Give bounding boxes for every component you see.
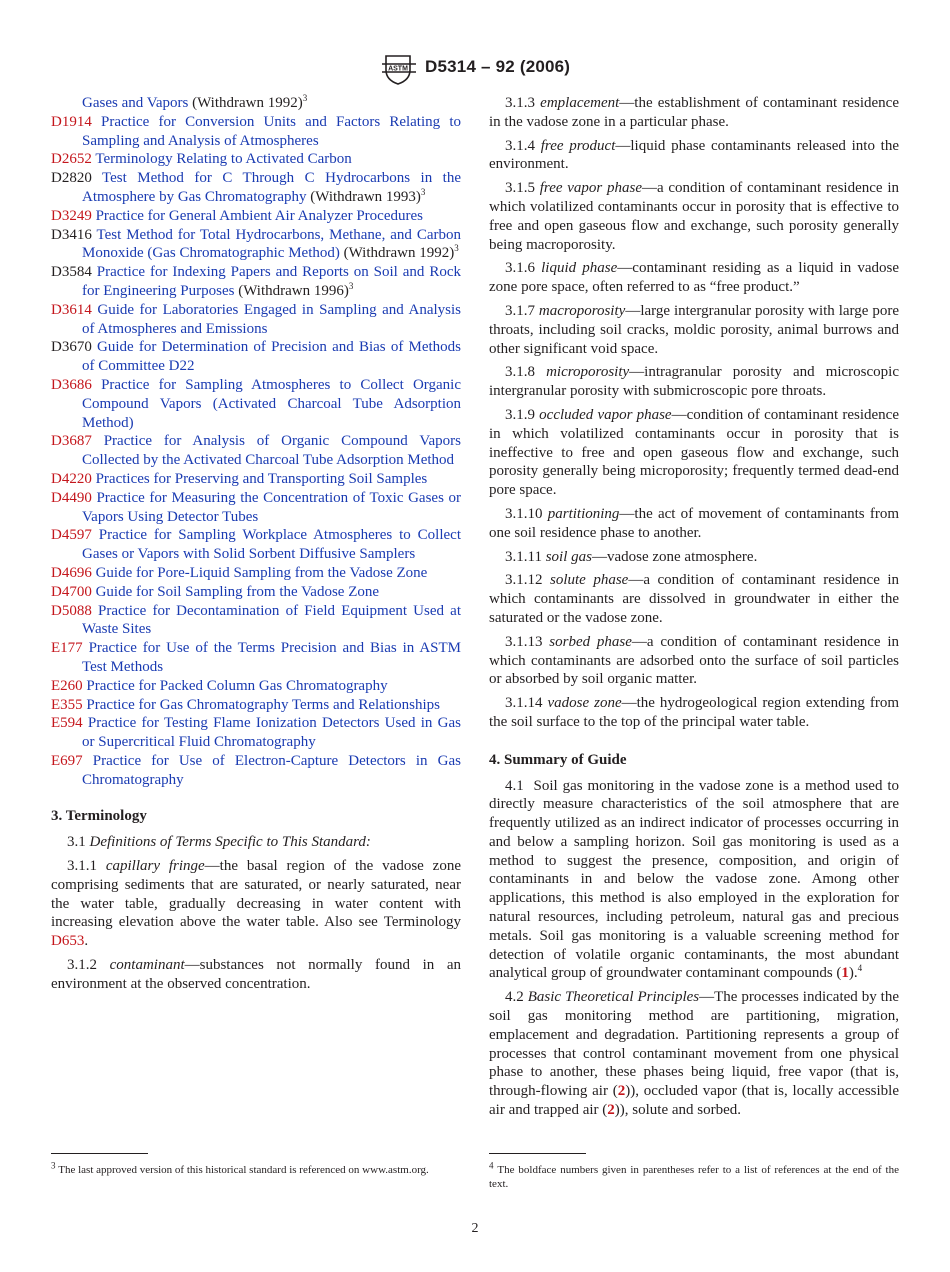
reference-title-link[interactable]: Practice for Sampling Atmospheres to Collect Organic Compound Vapors (Activated Charcoal Tube Adsorption Method): [82, 376, 461, 431]
definition-paragraph: 3.1.5 free vapor phase—a condition of contaminant residence in which volatilized contaminants occur in porosity that is effective to free and open gaseous flow and exchange, such porosity generally being macroporosity.: [489, 180, 899, 253]
reference-code-link[interactable]: D3687: [51, 433, 92, 450]
reference-item: [51, 752, 461, 790]
reference-title-link[interactable]: Test Method for C Through C Hydrocarbons in the Atmosphere by Gas Chromatography: [82, 170, 461, 205]
reference-title-link[interactable]: Terminology Relating to Activated Carbon: [95, 151, 352, 168]
summary-paragraph-4-1: 4.1 Soil gas monitoring in the vadose zone is a method used to directly measure characteristics of the soil atmosphere that are frequently utilized as an indirect indicator of processes occurring in and below a sampling horizon. Soil gas monitoring is used as a method to suggest the presence, composition, and origin of contaminants in and below the vadose zone. Among other applications, this method is also employed in the exploration for natural resources, including petroleum, natural gas and precious metals. Soil gas monitoring is a valuable screening method for detection of volatile organic contaminants, the most abundant analytical group of groundwater contaminant compounds (1).$^4$: [489, 777, 899, 982]
definition-paragraph: 3.1.7 macroporosity—large intergranular porosity with large pore throats, including soil cracks, moldic porosity, animal burrows and other significant void space.: [489, 302, 900, 357]
footnote-3: $^3$ The last approved version of this historical standard is referenced on www.astm.org.: [51, 1160, 429, 1176]
reference-title-link[interactable]: Practice for Indexing Papers and Reports on Soil and Rock for Engineering Purposes: [82, 264, 462, 299]
definition-paragraph: 3.1.4 free product—liquid phase contaminants released into the environment.: [489, 137, 900, 173]
reference-code-link: D3584: [51, 264, 92, 281]
defined-term: contaminant: [109, 957, 185, 974]
reference-item: [51, 639, 461, 677]
reference-item: [51, 602, 461, 640]
reference-item: [51, 583, 461, 602]
footnote-ref[interactable]: 4: [857, 963, 863, 974]
reference-item: [51, 489, 461, 527]
reference-code-link: D3416: [51, 226, 92, 243]
definition-paragraph: 3.1.11 soil gas—vadose zone atmosphere.: [505, 548, 758, 565]
reference-item: [51, 150, 461, 169]
defined-term: microporosity: [546, 364, 630, 381]
reference-code-link[interactable]: E355: [51, 696, 83, 713]
reference-title-link[interactable]: Practice for Measuring the Concentration of Toxic Gases or Vapors Using Detector Tubes: [82, 489, 462, 525]
reference-item: [51, 564, 461, 583]
reference-title-link[interactable]: Practice for General Ambient Air Analyzer Procedures: [95, 207, 423, 224]
reference-item: [51, 169, 461, 207]
definition-paragraph: 3.1.8 microporosity—intragranular porosity and microscopic intergranular porosity with submicroscopic pore throats.: [489, 364, 899, 400]
footnote-4: $^4$ The boldface numbers given in parentheses refer to a list of references at the end of the text.: [489, 1160, 899, 1190]
reference-item: [51, 113, 461, 151]
definition-paragraph: 3.1.3 emplacement—the establishment of contaminant residence in the vadose zone in a particular phase.: [489, 95, 899, 130]
reference-title-link[interactable]: Guide for Laboratories Engaged in Sampling and Analysis of Atmospheres and Emissions: [82, 301, 461, 337]
reference-item: [51, 301, 461, 339]
reference-title-link[interactable]: Guide for Soil Sampling from the Vadose Zone: [95, 583, 380, 600]
terminology-link[interactable]: D653: [51, 933, 85, 950]
standard-designation: D5314 – 92 (2006): [425, 57, 571, 76]
reference-title-link[interactable]: Test Method for Total Hydrocarbons, Methane, and Carbon Monoxide (Gas Chromatographic Method): [82, 226, 461, 262]
reference-code-link[interactable]: E177: [51, 640, 83, 657]
definition-paragraph: 3.1.12 solute phase—a condition of contaminant residence in which contaminants are dissolved in groundwater in either the saturated or the vadose zone.: [489, 572, 899, 626]
reference-title-link[interactable]: Practice for Analysis of Organic Compound Vapors Collected by the Activated Charcoal Tube Adsorption Method: [82, 433, 462, 469]
page-header: [0, 52, 950, 86]
reference-code-link[interactable]: D3249: [51, 207, 92, 224]
definition-paragraph: 3.1.10 partitioning—the act of movement of contaminants from one soil residence phase to another.: [489, 505, 900, 541]
reference-item: [51, 714, 461, 752]
reference-item: [51, 526, 461, 564]
left-definitions: [51, 857, 461, 994]
definitions-intro: 3.1 Definitions of Terms Specific to This Standard:: [67, 834, 371, 851]
referenced-documents-list: [51, 94, 461, 789]
definition-paragraph: 3.1.13 sorbed phase—a condition of contaminant residence in which contaminants are adsorbed onto the surface of soil particles or absorbed by soil organic matter.: [489, 633, 900, 688]
reference-code-link[interactable]: D4597: [51, 527, 92, 544]
definition-paragraph: 3.1.14 vadose zone—the hydrogeological region extending from the soil surface to the top of the principal water table.: [489, 695, 899, 730]
astm-logo-icon: [380, 52, 418, 86]
defined-term: free vapor phase: [539, 180, 642, 197]
reference-code-link: D2820: [51, 170, 92, 187]
reference-note: (Withdrawn 1992): [188, 95, 303, 111]
reference-item: [51, 226, 461, 264]
defined-term: sorbed phase: [549, 633, 632, 650]
reference-title-link[interactable]: Practice for Gas Chromatography Terms and Relationships: [86, 696, 441, 713]
reference-item: [51, 677, 461, 696]
footnote-ref[interactable]: 3: [420, 186, 426, 197]
reference-code-link[interactable]: D4700: [51, 583, 92, 600]
footnote-ref[interactable]: 3: [302, 93, 308, 103]
reference-note: (Withdrawn 1993): [306, 188, 421, 205]
reference-code-link[interactable]: E594: [51, 715, 83, 732]
reference-title-link[interactable]: Practice for Decontamination of Field Equipment Used at Waste Sites: [82, 602, 461, 638]
defined-term: capillary fringe: [105, 858, 205, 875]
reference-item: [51, 696, 461, 715]
reference-title-link[interactable]: Guide for Pore-Liquid Sampling from the Vadose Zone: [95, 564, 428, 581]
svg-text:ASTM: ASTM: [388, 65, 408, 73]
right-column: [489, 94, 899, 1125]
reference-title-link[interactable]: Gases and Vapors: [82, 95, 189, 111]
reference-item: [51, 207, 461, 226]
reference-title-link[interactable]: Practice for Sampling Workplace Atmospheres to Collect Gases or Vapors with Solid Sorbent Diffusive Samplers: [82, 527, 461, 563]
reference-code-link[interactable]: D4220: [51, 470, 92, 487]
footnote-ref[interactable]: 3: [454, 243, 459, 254]
reference-item: [51, 94, 461, 113]
citation-link[interactable]: 2: [617, 1083, 626, 1100]
page-number: 2: [471, 1221, 479, 1236]
definition-paragraph: 3.1.6 liquid phase—contaminant residing as a liquid in vadose zone pore space, often referred to as “free product.”: [489, 260, 900, 296]
reference-title-link[interactable]: Guide for Determination of Precision and Bias of Methods of Committee D22: [82, 339, 462, 375]
left-column: [51, 94, 461, 999]
defined-term: free product: [540, 137, 616, 154]
citation-link[interactable]: 2: [607, 1102, 615, 1119]
terminology-heading: 3. Terminology: [51, 808, 147, 825]
reference-code-link: D3670: [51, 339, 92, 356]
defined-term: partitioning: [547, 505, 620, 522]
definition-paragraph: 3.1.9 occluded vapor phase—condition of contaminant residence in which volatilized contaminants occur in porosity that is ineffective to free and open gaseous flow and exchange, such porosity generally being microporosity; frequently termed dead-end pore space.: [489, 406, 899, 499]
reference-title-link[interactable]: Practices for Preserving and Transporting Soil Samples: [95, 470, 428, 487]
footnote-divider: [489, 1153, 586, 1154]
reference-title-link[interactable]: Practice for Packed Column Gas Chromatography: [86, 677, 388, 694]
reference-title-link[interactable]: Practice for Conversion Units and Factors Relating to Sampling and Analysis of Atmospheres: [82, 113, 461, 149]
defined-term: vadose zone: [547, 695, 622, 712]
reference-code-link[interactable]: D3614: [51, 301, 92, 318]
reference-code-link[interactable]: E260: [51, 677, 83, 694]
defined-term: occluded vapor phase: [539, 406, 672, 423]
citation-link[interactable]: 1: [841, 965, 849, 982]
definition-paragraph: 3.1.2 contaminant—substances not normally found in an environment at the observed concentration.: [51, 957, 462, 992]
footnote-divider: [51, 1153, 148, 1154]
reference-code-link[interactable]: D4490: [51, 489, 92, 506]
footnote-ref[interactable]: 3: [348, 280, 354, 291]
reference-code-link[interactable]: D4696: [51, 564, 92, 581]
reference-item: [51, 376, 461, 432]
defined-term: soil gas: [545, 548, 592, 565]
summary-heading: 4. Summary of Guide: [489, 751, 627, 768]
summary-paragraph-4-2: 4.2 Basic Theoretical Principles—The processes indicated by the soil gas monitoring method are partitioning, migration, emplacement and degradation. Partitioning represents a group of processes that control contaminant movement from one physical phase to another, these phases being liquid, free vapor (that is, through-flowing air (2)), occluded vapor (that is, locally accessible air and trapped air (2)), solute and sorbed.: [489, 989, 899, 1119]
reference-title-link[interactable]: Practice for Use of Electron-Capture Detectors in Gas Chromatography: [82, 752, 462, 788]
reference-item: [51, 432, 461, 470]
defined-term: emplacement: [540, 95, 620, 111]
reference-item: [51, 338, 461, 376]
right-definitions: [489, 94, 899, 732]
reference-code-link[interactable]: E697: [51, 752, 83, 769]
reference-item: [51, 470, 461, 489]
reference-note: (Withdrawn 1996): [234, 282, 349, 299]
defined-term: solute phase: [550, 572, 629, 589]
defined-term: liquid phase: [541, 260, 618, 277]
reference-title-link[interactable]: Practice for Testing Flame Ionization Detectors Used in Gas or Supercritical Fluid Chromatography: [82, 715, 461, 751]
reference-code-link[interactable]: D2652: [51, 151, 92, 168]
reference-note: (Withdrawn 1992): [339, 245, 455, 262]
reference-code-link[interactable]: D3686: [51, 376, 92, 393]
reference-code-link[interactable]: D5088: [51, 602, 92, 619]
definition-paragraph: 3.1.1 capillary fringe—the basal region of the vadose zone comprising sediments that are saturated, or nearly saturated, near the water table, gradually decreasing in water content with increasing elevation above the water table. Also see Terminology D653.: [51, 858, 461, 950]
defined-term: macroporosity: [538, 302, 626, 319]
reference-title-link[interactable]: Practice for Use of the Terms Precision and Bias in ASTM Test Methods: [82, 640, 462, 675]
reference-code-link[interactable]: D1914: [51, 113, 92, 130]
reference-item: [51, 263, 461, 301]
